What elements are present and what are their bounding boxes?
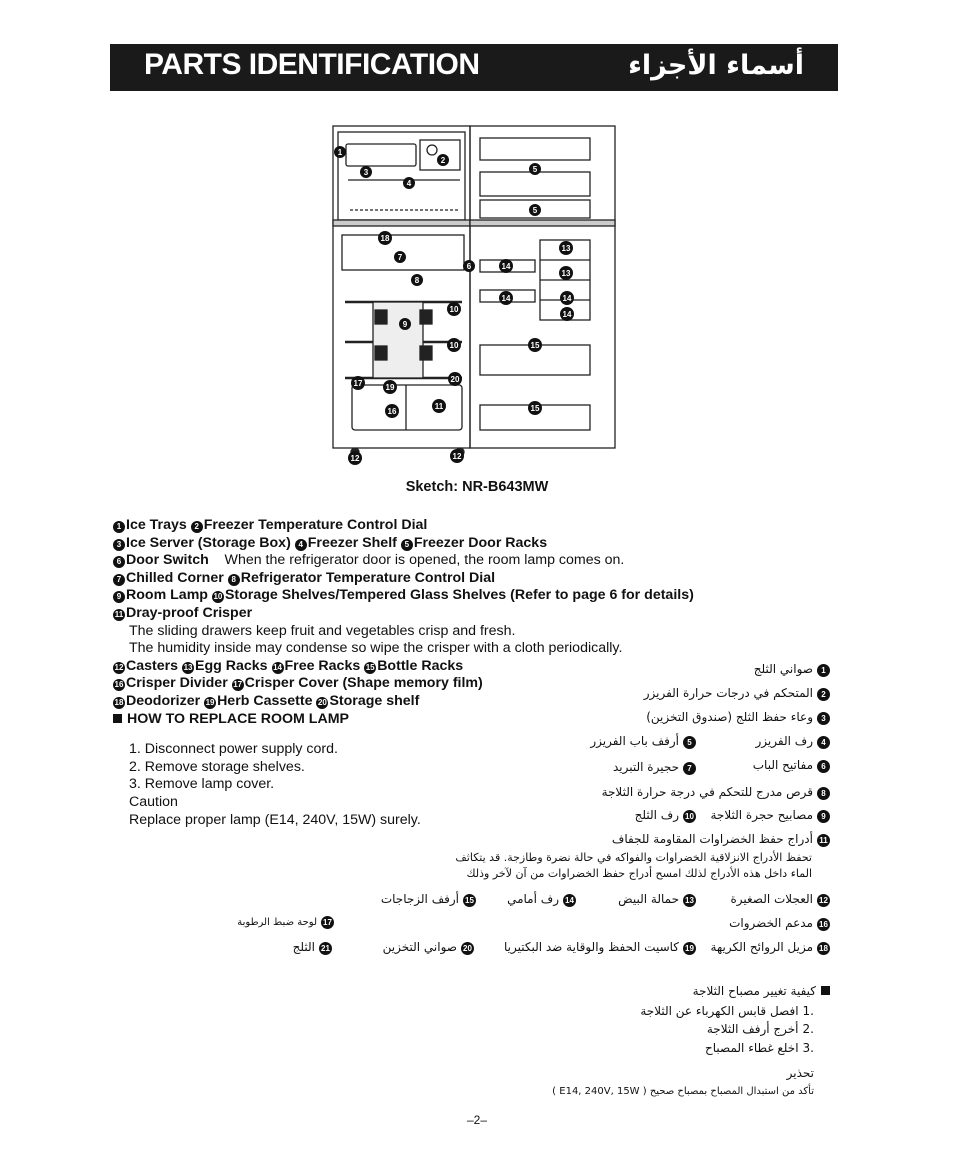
ar-label: مزيل الروائح الكريهة [710,940,813,954]
ar-part-11-note-1: تحفظ الأدراج الانزلاقية الخضراوات والفواكه في حالة نضرة وطازجة. قد يتكاثف [455,851,812,864]
num-badge: 3 [113,539,125,551]
part-note: When the refrigerator door is opened, the room lamp comes on. [224,552,625,569]
callout-7 [394,251,406,263]
num-badge: 18 [114,697,124,707]
num-badge: 15 [365,662,375,672]
callout-18 [378,231,392,245]
callout-16 [385,404,399,418]
ar-label: قرص مدرج للتحكم في درجة حرارة الثلاجة [601,785,813,799]
num-badge: 19 [205,697,215,707]
parts-row-7 [113,658,694,676]
callout-4 [403,177,415,189]
crisper-note-1: The sliding drawers keep fruit and vegetables crisp and fresh. [129,622,516,639]
callout-10b [447,338,461,352]
svg-text:15: 15 [530,341,540,350]
callout-15a [528,338,542,352]
ar-part-11 [612,832,830,847]
svg-text:8: 8 [414,276,420,285]
ar-label: كاسيت الحفظ والوقاية ضد البكتيريا [503,940,679,954]
ar-part-20 [383,940,474,955]
part-label: Room Lamp [126,587,208,604]
ar-label: أرفف الزجاجات [380,892,459,906]
page-number: –2– [466,1113,488,1127]
ar-part-6 [753,758,830,773]
svg-text:7: 7 [397,253,403,262]
svg-text:6: 6 [466,262,472,271]
num-badge: 20 [461,942,474,955]
ar-lamp-step-1 [640,1004,814,1018]
num-badge: 12 [114,662,124,672]
step-num: .3 [802,1041,814,1055]
parts-row-2 [113,535,694,553]
parts-row-5 [113,587,694,605]
callout-14b [499,291,513,305]
ar-label: وعاء حفظ الثلج (صندوق التخزين) [646,710,813,724]
num-badge: 3 [817,712,830,725]
part-label: Egg Racks [195,657,268,674]
part-label: Chilled Corner [126,569,224,586]
ar-label: اخلع غطاء المصباح [705,1041,799,1055]
ar-label: حجيرة التبريد [613,760,679,774]
ar-part-17 [237,916,334,929]
svg-text:3: 3 [363,168,369,177]
num-badge: 2 [191,521,203,533]
callout-3 [360,166,372,178]
parts-row-1 [113,517,694,535]
ar-part-11-note-2: الماء داخل هذه الأدراج لذلك امسح أدراج حفظ الخضراوات من آن لآخر وذلك [466,867,812,880]
ar-part-5 [590,734,696,749]
num-badge: 13 [183,662,193,672]
callout-14d [560,307,574,321]
part-label: Deodorizer [126,692,201,709]
num-badge: 10 [213,592,223,602]
ar-part-19 [504,940,696,955]
part-label: Crisper Cover (Shape memory film) [244,675,483,692]
num-badge: 9 [113,591,125,603]
parts-row-9 [113,693,694,711]
ar-part-13 [618,892,696,907]
part-label: Ice Trays [126,517,187,533]
svg-text:14: 14 [501,262,511,271]
part-label: Door Switch [126,552,209,569]
num-badge: 4 [295,539,307,551]
svg-text:10: 10 [449,341,459,350]
svg-text:13: 13 [561,269,571,278]
num-badge: 11 [817,834,830,847]
svg-text:14: 14 [562,310,572,319]
crisper-note-2: The humidity inside may condense so wipe the crisper with a cloth periodically. [129,640,623,657]
ar-part-4 [756,734,831,749]
svg-text:4: 4 [406,179,412,188]
svg-text:10: 10 [449,305,459,314]
num-badge: 20 [317,697,327,707]
lamp-step-1: 1. Disconnect power supply cord. [129,741,338,758]
step-num: .2 [802,1022,814,1036]
parts-row-6 [113,605,694,623]
callout-12a [348,451,362,465]
ar-label: لوحة ضبط الرطوبة [237,917,317,928]
callout-15b [528,401,542,415]
ar-part-9 [710,808,830,823]
square-bullet-icon [113,714,122,723]
ar-part-2 [644,686,830,701]
ar-lamp-step-3 [705,1041,814,1055]
ar-label: الثلج [292,940,315,954]
num-badge: 17 [321,916,334,929]
ar-part-1 [754,662,830,677]
part-label: Freezer Shelf [307,534,397,551]
ar-part-16 [729,916,830,931]
ar-label: العجلات الصغيرة [730,892,813,906]
svg-text:12: 12 [350,454,360,463]
num-badge: 12 [817,894,830,907]
parts-row-3 [113,552,694,570]
callout-9 [399,318,411,330]
caution-text: Replace proper lamp (E14, 240V, 15W) surely. [129,811,421,828]
svg-text:13: 13 [561,244,571,253]
ar-label: افصل قابس الكهرباء عن الثلاجة [640,1004,799,1018]
title-banner [110,44,838,91]
page-title-arabic: أسماء الأجزاء [628,50,804,81]
part-label: Casters [126,657,179,674]
callout-17 [351,376,365,390]
num-badge: 14 [273,662,282,672]
svg-text:12: 12 [452,452,462,461]
part-label: Free Racks [284,657,361,674]
callout-14a [499,259,513,273]
num-badge: 5 [401,539,413,551]
callout-5a [529,163,541,175]
ar-part-12 [730,892,830,907]
ar-part-14 [507,892,576,907]
part-label: Herb Cassette [217,692,313,709]
callout-19 [383,380,397,394]
ar-part-21 [293,940,332,955]
callout-8 [411,274,423,286]
num-badge: 7 [683,762,696,775]
callout-13b [559,266,573,280]
part-label: Refrigerator Temperature Control Dial [240,569,496,586]
callout-1 [334,146,346,158]
num-badge: 6 [113,556,125,568]
callout-10a [447,302,461,316]
parts-row-8 [113,675,694,693]
svg-text:11: 11 [434,402,444,411]
callout-11 [432,399,446,413]
svg-text:1: 1 [337,148,343,157]
num-badge: 13 [683,894,696,907]
ar-label: صواني التخزين [382,940,457,954]
ar-label: أدراج حفظ الخضراوات المقاومة للجفاف [611,832,813,846]
callout-14c [560,291,574,305]
callout-5b [529,204,541,216]
num-badge: 4 [817,736,830,749]
parts-list [113,517,694,829]
caution-title: Caution [129,793,178,810]
callout-2 [437,154,449,166]
num-badge: 7 [113,574,125,586]
ar-label: كيفية تغيير مصباح الثلاجة [692,984,816,998]
num-badge: 8 [817,787,830,800]
part-label: Bottle Racks [377,657,464,674]
ar-label: حمالة البيض [618,892,679,906]
num-badge: 11 [114,609,124,619]
num-badge: 17 [233,680,243,690]
callout-20 [448,372,462,386]
part-label: Crisper Divider [126,675,228,692]
ar-lamp-step-2 [707,1022,814,1036]
square-bullet-icon [821,986,830,995]
svg-text:5: 5 [532,206,538,215]
ar-label: مصابيح حجرة الثلاجة [710,808,813,822]
num-badge: 10 [683,810,696,823]
lamp-heading [113,711,694,729]
svg-text:9: 9 [402,320,408,329]
num-badge: 14 [563,894,576,907]
sketch-caption: Sketch: NR-B643MW [405,479,549,495]
ar-label: أخرج أرفف الثلاجة [706,1022,799,1036]
ar-part-3 [646,710,830,725]
svg-text:2: 2 [440,156,446,165]
lamp-step-2: 2. Remove storage shelves. [129,758,305,775]
lamp-heading-text: HOW TO REPLACE ROOM LAMP [127,710,350,727]
ar-label: مدعم الخضروات [729,916,813,930]
svg-text:18: 18 [380,234,390,243]
num-badge: 9 [817,810,830,823]
num-badge: 2 [817,688,830,701]
part-label: Ice Server (Storage Box) [126,534,291,551]
svg-text:16: 16 [387,407,397,416]
ar-label: أرفف باب الفريزر [590,734,679,748]
part-label: Freezer Temperature Control Dial [203,517,428,533]
ar-part-7 [613,760,696,775]
num-badge: 8 [228,574,240,586]
svg-text:5: 5 [532,165,538,174]
num-badge: 6 [817,760,830,773]
svg-text:17: 17 [353,379,363,388]
ar-label: رف أمامي [507,892,559,906]
ar-part-10 [635,808,696,823]
num-badge: 16 [817,918,830,931]
callout-12b [450,449,464,463]
num-badge: 21 [319,942,332,955]
ar-part-8 [602,785,830,800]
step-num: .1 [802,1004,814,1018]
svg-text:19: 19 [385,383,395,392]
num-badge: 15 [463,894,476,907]
callout-6 [463,260,475,272]
svg-text:14: 14 [501,294,511,303]
ar-label: المتحكم في درجات حرارة الفريزر [643,686,813,700]
ar-part-15 [381,892,476,907]
ar-label: صواني الثلج [753,662,813,676]
ar-part-18 [711,940,830,955]
num-badge: 1 [817,664,830,677]
ar-label: رف الفريزر [755,734,813,748]
ar-caution-text: تأكد من استبدال المصباح بمصباح صحيح ( E14, 240V, 15W ) [552,1086,814,1097]
ar-label: رف الثلج [634,808,679,822]
parts-row-4 [113,570,694,588]
ar-lamp-heading [693,984,830,998]
ar-caution: تحذير [786,1066,814,1080]
part-label: Freezer Door Racks [413,534,548,551]
num-badge: 16 [114,680,124,690]
ar-label: مفاتيح الباب [752,758,813,772]
refrigerator-sketch [320,120,640,470]
lamp-step-3: 3. Remove lamp cover. [129,776,275,793]
callout-13a [559,241,573,255]
svg-text:15: 15 [530,404,540,413]
num-badge: 1 [113,521,125,533]
part-label: Storage shelf [329,692,420,709]
svg-text:20: 20 [450,375,460,384]
part-label: Dray-proof Crisper [126,604,253,621]
num-badge: 19 [683,942,696,955]
num-badge: 5 [683,736,696,749]
part-label: Storage Shelves/Tempered Glass Shelves (Refer to page 6 for details) [224,587,694,604]
num-badge: 18 [817,942,830,955]
svg-text:14: 14 [562,294,572,303]
page-title: PARTS IDENTIFICATION [144,48,480,81]
